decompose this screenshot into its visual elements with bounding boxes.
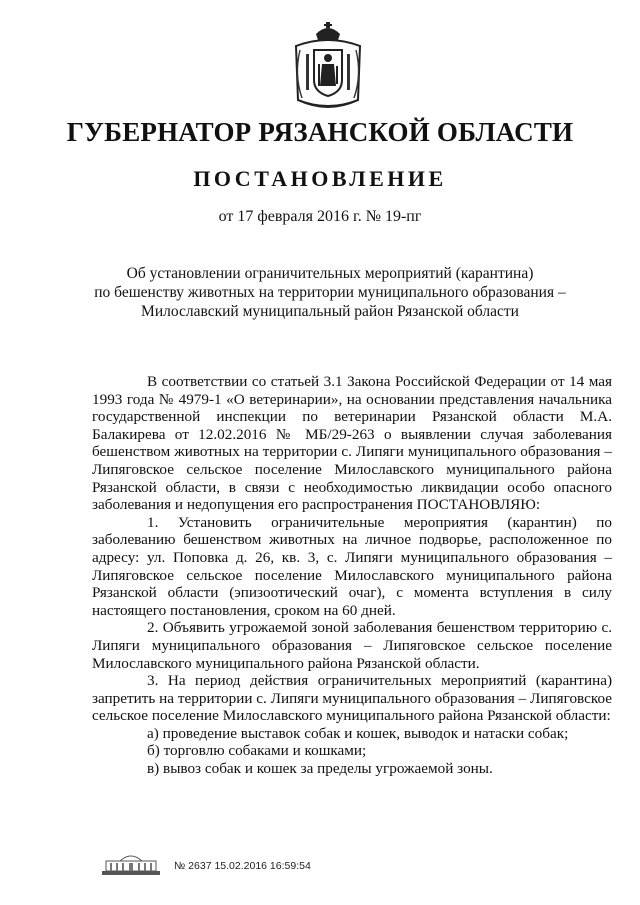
clause-3: 3. На период действия ограничительных мероприятий (карантина) запретить на территории с. Липяги муниципального образования – Липяговское сельское поселение Милославского муниципального района Рязанской области: — [92, 672, 612, 725]
clause-3c: в) вывоз собак и кошек за пределы угрожаемой зоны. — [147, 760, 493, 778]
title-line: Об установлении ограничительных мероприятий (карантина) — [126, 265, 534, 282]
clause-3a: а) проведение выставок собак и кошек, выводок и натаски собак; — [147, 724, 569, 742]
registry-building-stamp-icon — [100, 851, 162, 877]
clause-1: 1. Установить ограничительные мероприятия (карантин) по заболеванию бешенством животных на личное подворье, расположенное по адресу: ул. Поповка д. 26, кв. 3, с. Липяги муниципального образования – Липяговское сельское поселение Милославского муниципального района Рязанской области (эпизоотический очаг), с момента вступления в силу настоящего постановления, сроком на 60 дней. — [92, 513, 612, 619]
title-line: по бешенству животных на территории муниципального образования – — [94, 284, 566, 301]
registration-number: № 2637 15.02.2016 16:59:54 — [174, 860, 311, 872]
document-date-number: от 17 февраля 2016 г. № 19-пг — [218, 208, 422, 225]
document-type: ПОСТАНОВЛЕНИЕ — [193, 166, 447, 191]
preamble-paragraph: В соответствии со статьей 3.1 Закона Российской Федерации от 14 мая 1993 года № 4979-1 «О ветеринарии», на основании представления начальника государственной инспекции по ветеринарии Рязанской области М.А. Балакирева от 12.02.2016 № МБ/29-263 о выявлении случая заболевания бешенством животных на территории с. Липяги муниципального образования – Липяговское сельское поселение Милославского муниципального района Рязанской области, в связи с необходимостью ликвидации особо опасного заболевания и недопущения его распространения ПОСТАНОВЛЯЮ: — [92, 373, 612, 514]
title-line: Милославский муниципальный район Рязанской области — [141, 303, 519, 320]
document-body — [92, 373, 612, 778]
clause-3b: б) торговлю собаками и кошками; — [147, 742, 367, 760]
coat-of-arms-icon — [288, 20, 368, 114]
issuing-authority: ГУБЕРНАТОР РЯЗАНСКОЙ ОБЛАСТИ — [66, 117, 574, 147]
clause-2: 2. Объявить угрожаемой зоной заболевания бешенством территорию с. Липяги муниципального образования – Липяговское сельское поселение Милославского муниципального района Рязанской области. — [92, 619, 612, 672]
document-title — [80, 264, 580, 321]
registration-footer — [100, 851, 520, 881]
